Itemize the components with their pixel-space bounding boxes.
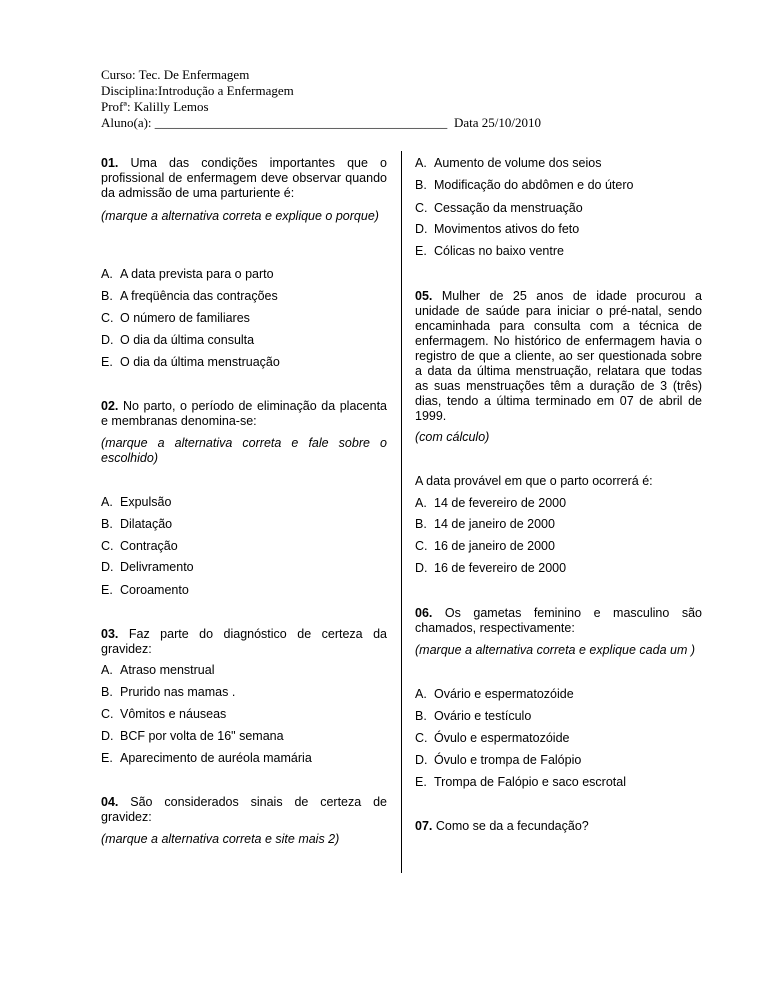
- option-a: A. A data prevista para o parto: [101, 267, 274, 281]
- student-line: Aluno(a): _____________________________________________: [101, 115, 448, 130]
- discipline-line: Disciplina:Introdução a Enfermagem: [101, 83, 294, 98]
- question-text: No parto, o período de eliminação da placenta e membranas denomina-se:: [101, 399, 387, 428]
- option-e: E. O dia da última menstruação: [101, 355, 280, 369]
- question-07: [415, 819, 702, 834]
- exam-header: [101, 67, 542, 131]
- question-06-instruction: (marque a alternativa correta e explique cada um ): [415, 643, 696, 657]
- teacher-line: Profª: Kalilly Lemos: [101, 99, 209, 114]
- option-c: C. Vômitos e náuseas: [101, 707, 227, 721]
- question-05-instruction: (com cálculo): [415, 430, 490, 444]
- option-d: D. 16 de fevereiro de 2000: [415, 561, 567, 575]
- question-text: Uma das condições importantes que o profissional de enfermagem deve observar quando da admissão de uma parturiente é:: [101, 156, 387, 200]
- date-line: Data 25/10/2010: [454, 115, 542, 130]
- option-d: D. BCF por volta de 16" semana: [101, 729, 284, 743]
- option-c: C. Cessação da menstruação: [415, 201, 583, 215]
- question-04: [101, 795, 387, 825]
- option-a: A. Ovário e espermatozóide: [415, 687, 574, 701]
- question-text: São considerados sinais de certeza de gravidez:: [101, 795, 387, 824]
- option-a: A. 14 de fevereiro de 2000: [415, 496, 567, 510]
- question-number: 07.: [415, 819, 433, 833]
- option-a: A. Expulsão: [101, 495, 172, 509]
- question-number: 03.: [101, 627, 119, 641]
- question-number: 02.: [101, 399, 119, 413]
- option-d: D. O dia da última consulta: [101, 333, 255, 347]
- column-divider: [401, 151, 402, 873]
- question-06: [415, 606, 702, 636]
- option-a: A. Aumento de volume dos seios: [415, 156, 602, 170]
- question-02-instruction: (marque a alternativa correta e fale sobre o escolhido): [101, 436, 387, 465]
- option-e: E. Coroamento: [101, 583, 189, 597]
- question-02: [101, 399, 387, 429]
- question-05-prompt: A data provável em que o parto ocorrerá é:: [415, 474, 653, 488]
- option-e: E. Aparecimento de auréola mamária: [101, 751, 312, 765]
- option-b: B. 14 de janeiro de 2000: [415, 517, 555, 531]
- option-c: C. Óvulo e espermatozóide: [415, 731, 570, 745]
- question-number: 06.: [415, 606, 433, 620]
- question-01-instruction: (marque a alternativa correta e explique o porque): [101, 209, 379, 223]
- question-text: Mulher de 25 anos de idade procurou a unidade de saúde para iniciar o pré-natal, sendo encaminhada para consulta com a técnica de enfermagem. No histórico de enfermagem havia o registro de que a cliente, ao ser questionada sobre a data da última menstruação, relatara que todas as suas menstruações têm a duração de 3 (três) dias, tendo a última terminado em 07 de abril de 1999.: [415, 289, 702, 423]
- question-number: 04.: [101, 795, 119, 809]
- option-e: E. Cólicas no baixo ventre: [415, 244, 564, 258]
- question-text: Como se da a fecundação?: [432, 819, 589, 833]
- question-03: [101, 627, 387, 657]
- question-text: Faz parte do diagnóstico de certeza da gravidez:: [101, 627, 387, 656]
- question-text: Os gametas feminino e masculino são chamados, respectivamente:: [415, 606, 702, 635]
- course-line: Curso: Tec. De Enfermagem: [101, 67, 250, 82]
- question-04-instruction: (marque a alternativa correta e site mais 2): [101, 832, 340, 846]
- option-d: D. Óvulo e trompa de Falópio: [415, 753, 582, 767]
- option-b: B. A freqüência das contrações: [101, 289, 278, 303]
- option-e: E. Trompa de Falópio e saco escrotal: [415, 775, 626, 789]
- option-c: C. Contração: [101, 539, 178, 553]
- question-number: 05.: [415, 289, 433, 303]
- option-d: D. Movimentos ativos do feto: [415, 222, 580, 236]
- question-05: [415, 289, 702, 424]
- option-b: B. Modificação do abdômen e do útero: [415, 178, 634, 192]
- question-number: 01.: [101, 156, 119, 170]
- option-c: C. 16 de janeiro de 2000: [415, 539, 555, 553]
- option-d: D. Delivramento: [101, 560, 194, 574]
- option-c: C. O número de familiares: [101, 311, 250, 325]
- option-b: B. Ovário e testículo: [415, 709, 532, 723]
- option-b: B. Prurido nas mamas .: [101, 685, 236, 699]
- question-01: [101, 156, 387, 201]
- option-a: A. Atraso menstrual: [101, 663, 215, 677]
- option-b: B. Dilatação: [101, 517, 173, 531]
